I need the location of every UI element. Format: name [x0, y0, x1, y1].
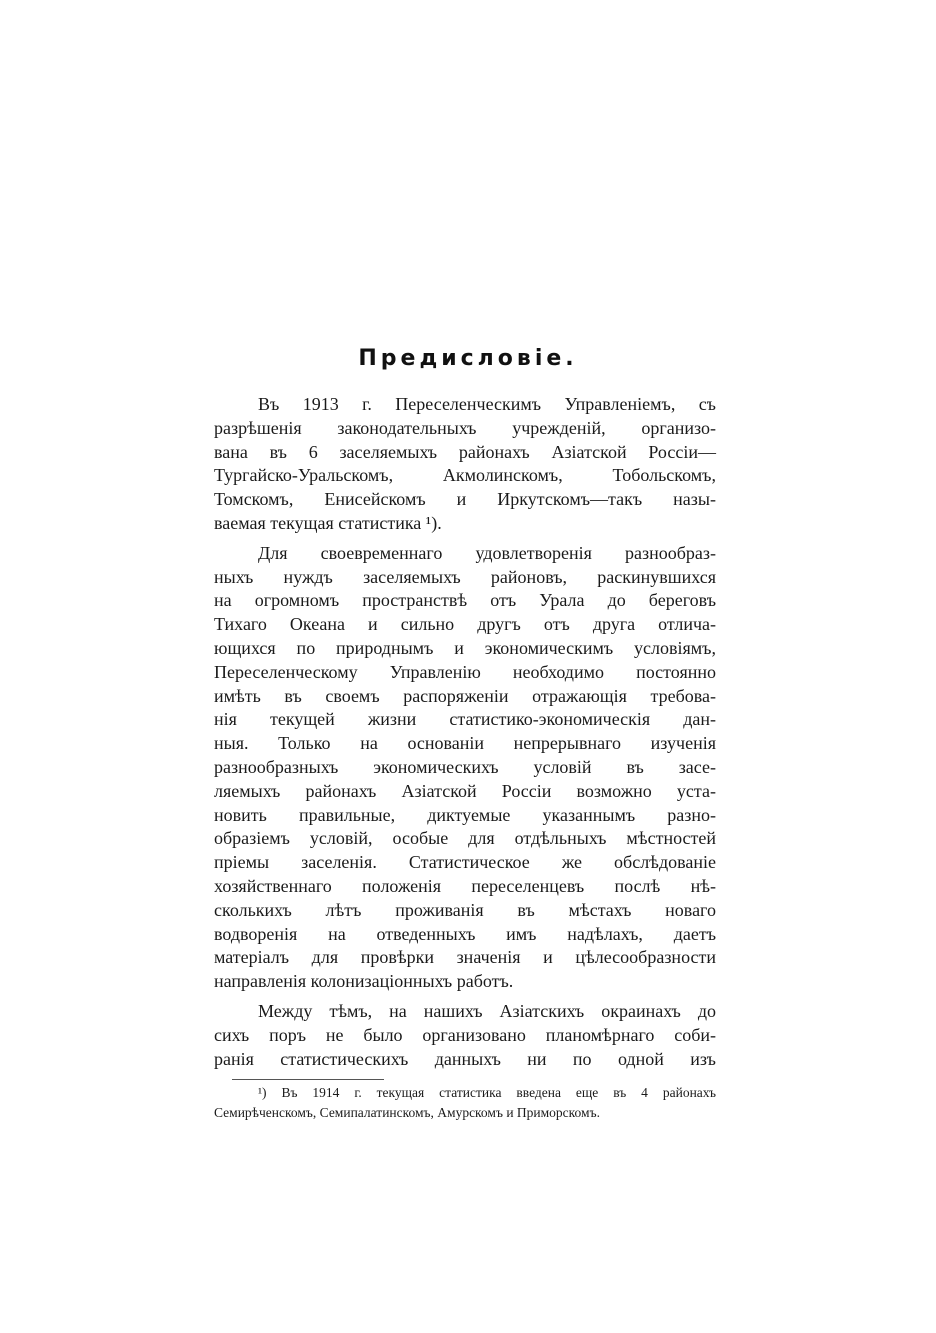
- body-text: [214, 393, 716, 1077]
- footnote-line: ¹) Въ 1914 г. текущая статистика введена еще въ 4 районахъ: [258, 1085, 716, 1100]
- text-line: Въ 1913 г. Переселенческимъ Управленіемъ, съ: [258, 394, 716, 414]
- text-line: имѣть въ своемъ распоряженіи отражающія требова-: [214, 685, 716, 706]
- text-line: сихъ поръ не было организовано планомѣрнаго соби-: [214, 1024, 716, 1045]
- paragraph-2: [214, 542, 716, 994]
- text-line: ляемыхъ районахъ Азіатской Россіи возможно уста-: [214, 780, 716, 801]
- footnote-divider: [232, 1079, 384, 1080]
- text-line: ющихся по природнымъ и экономическимъ условіямъ,: [214, 637, 716, 658]
- text-line: на огромномъ пространствѣ отъ Урала до береговъ: [214, 590, 716, 611]
- text-line: ныя. Только на основаніи непрерывнаго изученія: [214, 733, 716, 754]
- text-line: Тихаго Океана и сильно другъ отъ друга отлича-: [214, 614, 716, 635]
- footnote: [214, 1083, 716, 1123]
- footnote-line: Семирѣченскомъ, Семипалатинскомъ, Амурскомъ и Приморскомъ.: [214, 1105, 600, 1120]
- page-title: Предисловіе.: [358, 346, 578, 371]
- text-line: вана въ 6 заселяемыхъ районахъ Азіатской Россіи—: [214, 441, 716, 462]
- text-line: хозяйственнаго положенія переселенцевъ послѣ нѣ-: [214, 875, 716, 896]
- text-line: образіемъ условій, особые для отдѣльныхъ мѣстностей: [214, 828, 716, 849]
- text-line: разнообразныхъ экономическихъ условій въ засе-: [214, 756, 716, 777]
- paragraph-3: [214, 1000, 716, 1071]
- text-line: Между тѣмъ, на нашихъ Азіатскихъ окраинахъ до: [258, 1000, 716, 1021]
- text-line: матеріалъ для провѣрки значенія и цѣлесообразности: [214, 947, 716, 968]
- text-line: Тургайско-Уральскомъ, Акмолинскомъ, Тобольскомъ,: [214, 465, 716, 486]
- text-line: новить правильные, диктуемые указаннымъ разно-: [214, 804, 716, 825]
- text-line: водворенія на отведенныхъ имъ надѣлахъ, даетъ: [214, 923, 716, 944]
- text-line: Для своевременнаго удовлетворенія разнообраз-: [258, 542, 716, 563]
- text-line: нія текущей жизни статистико-экономическія дан-: [214, 709, 716, 730]
- text-line: направленія колонизаціонныхъ работъ.: [214, 971, 514, 992]
- text-line: Томскомъ, Енисейскомъ и Иркутскомъ—такъ назы-: [214, 489, 716, 510]
- text-line: ныхъ нуждъ заселяемыхъ районовъ, раскинувшихся: [214, 566, 716, 587]
- text-line: Переселенческому Управленію необходимо постоянно: [214, 661, 716, 682]
- text-line: ранія статистическихъ данныхъ ни по одной изъ: [214, 1048, 716, 1069]
- text-line: пріемы заселенія. Статистическое же обслѣдованіе: [214, 852, 716, 873]
- paragraph-1: [214, 393, 716, 536]
- text-line: разрѣшенія законодательныхъ учрежденій, организо-: [214, 417, 716, 438]
- text-line: сколькихъ лѣтъ проживанія въ мѣстахъ новаго: [214, 899, 716, 920]
- text-line: ваемая текущая статистика ¹).: [214, 512, 442, 533]
